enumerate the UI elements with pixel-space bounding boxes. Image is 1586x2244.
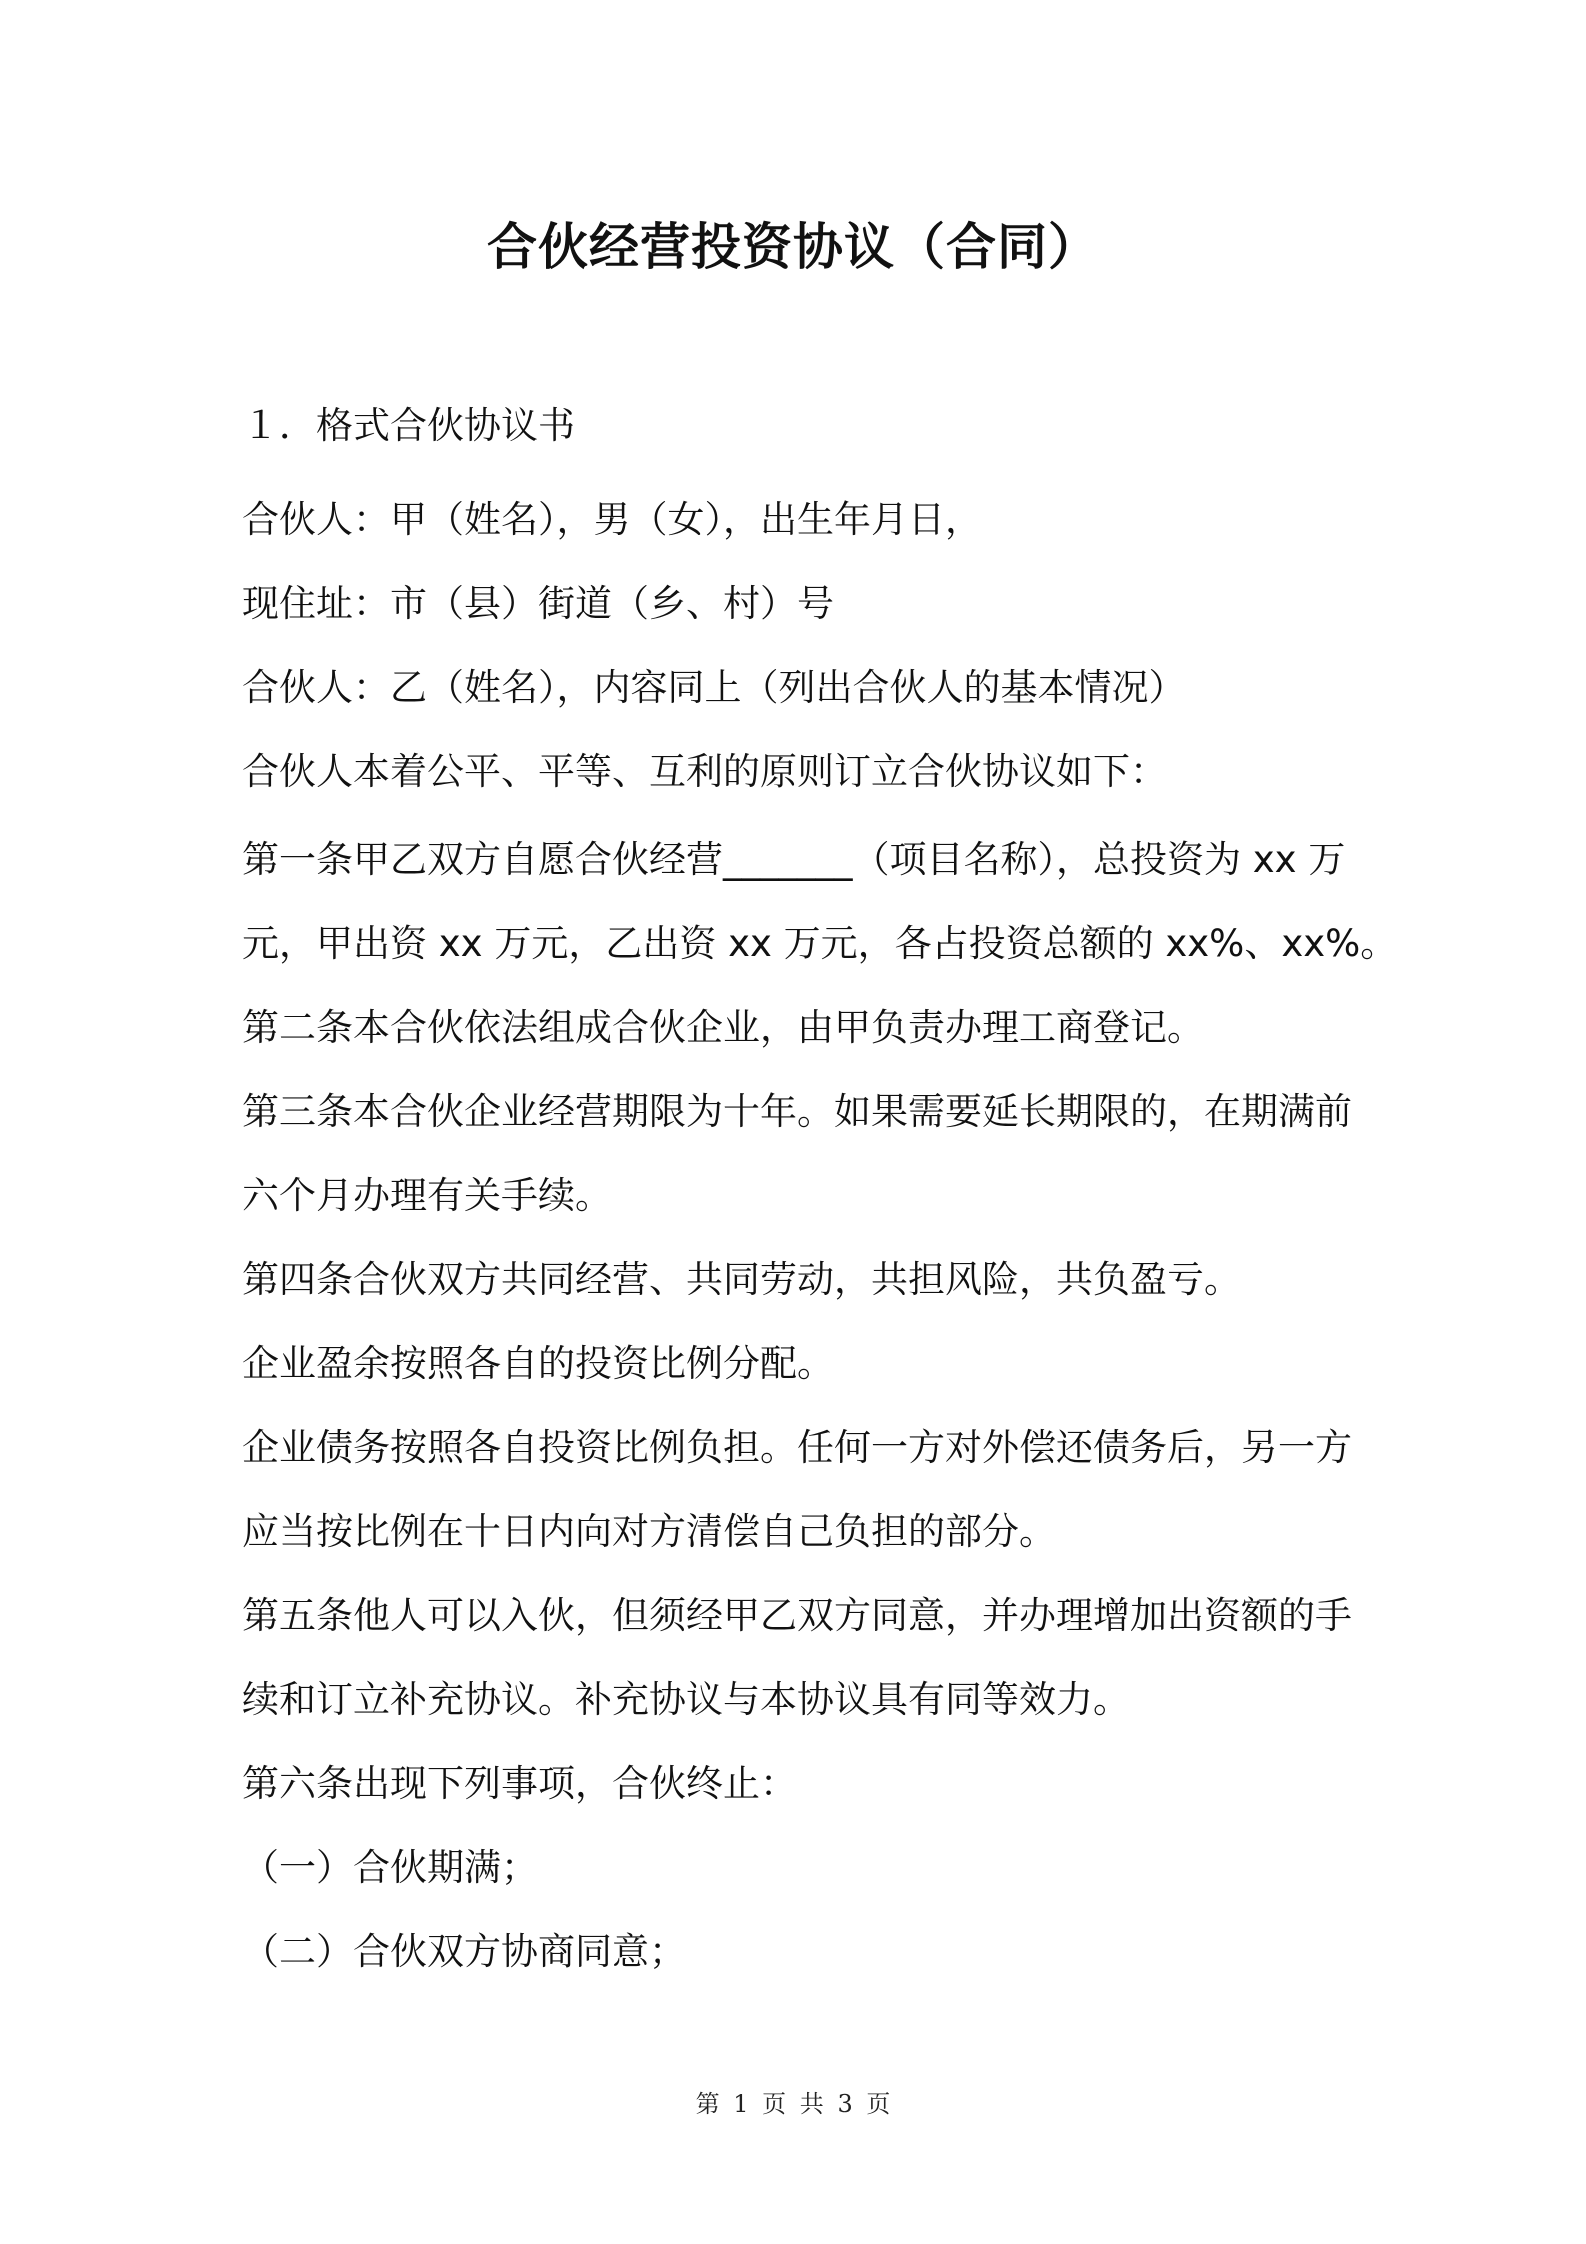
article-3-line-1: 第三条本合伙企业经营期限为十年。如果需要延长期限的，在期满前 — [242, 1090, 1352, 1133]
partner-a-line: 合伙人：甲（姓名），男（女），出生年月日， — [242, 498, 982, 541]
article-1-line-1: 第一条甲乙双方自愿合伙经营_______（项目名称），总投资为 xx 万 — [242, 838, 1346, 881]
article-4-line: 第四条合伙双方共同经营、共同劳动，共担风险，共负盈亏。 — [242, 1258, 1241, 1301]
partner-b-line: 合伙人：乙（姓名），内容同上（列出合伙人的基本情况） — [242, 666, 1186, 709]
document-title: 合伙经营投资协议（合同） — [487, 218, 1099, 276]
debt-line-2: 应当按比例在十日内向对方清偿自己负担的部分。 — [242, 1510, 1056, 1553]
section-heading: １．格式合伙协议书 — [242, 404, 575, 447]
page-footer: 第 1 页 共 3 页 — [695, 2090, 891, 2118]
address-line: 现住址：市（县）街道（乡、村）号 — [242, 582, 834, 625]
article-2-line: 第二条本合伙依法组成合伙企业，由甲负责办理工商登记。 — [242, 1006, 1204, 1049]
article-5-line-2: 续和订立补充协议。补充协议与本协议具有同等效力。 — [242, 1678, 1130, 1721]
article-5-line-1: 第五条他人可以入伙，但须经甲乙双方同意，并办理增加出资额的手 — [242, 1594, 1352, 1637]
termination-item-2: （二）合伙双方协商同意； — [242, 1930, 686, 1973]
termination-item-1: （一）合伙期满； — [242, 1846, 538, 1889]
article-6-line: 第六条出现下列事项，合伙终止： — [242, 1762, 797, 1805]
principle-line: 合伙人本着公平、平等、互利的原则订立合伙协议如下： — [242, 750, 1167, 793]
debt-line-1: 企业债务按照各自投资比例负担。任何一方对外偿还债务后，另一方 — [242, 1426, 1352, 1469]
article-3-line-2: 六个月办理有关手续。 — [242, 1174, 612, 1217]
article-1-line-2: 元，甲出资 xx 万元，乙出资 xx 万元，各占投资总额的 xx%、xx%。 — [242, 922, 1398, 965]
profit-line: 企业盈余按照各自的投资比例分配。 — [242, 1342, 834, 1385]
